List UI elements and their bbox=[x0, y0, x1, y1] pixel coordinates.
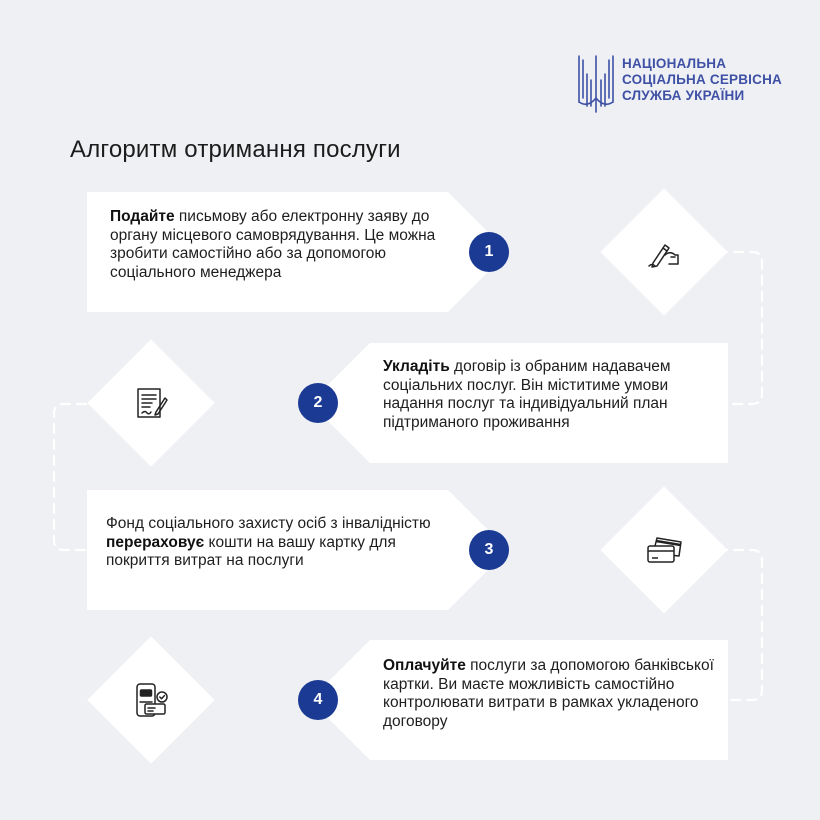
signed-contract-icon bbox=[129, 381, 173, 425]
logo-line-3: СЛУЖБА УКРАЇНИ bbox=[622, 88, 745, 103]
page-title: Алгоритм отримання послуги bbox=[70, 136, 401, 163]
step-3-verb: перераховує bbox=[106, 533, 205, 551]
step-3-number: 3 bbox=[469, 530, 509, 570]
step-4-verb: Оплачуйте bbox=[383, 657, 466, 674]
step-2-text: Укладіть договір із обраним надавачем соціальних послуг. Він міститиме умови надання послуг та індивідуальний план підтриманого проживання bbox=[383, 358, 671, 431]
phone-pay-icon bbox=[129, 678, 173, 722]
step-1-text: Подайте письмову або електронну заяву до органу місцевого самоврядування. Це можна зробити самостійно або за допомогою соціального менеджера bbox=[110, 208, 436, 281]
step-1-number: 1 bbox=[469, 232, 509, 272]
step-3-text: Фонд соціального захисту осіб з інвалідністю перераховує кошти на вашу картку для покриття витрат на послуги bbox=[106, 515, 431, 569]
step-4-text: Оплачуйте послуги за допомогою банківської картки. Ви маєте можливість самостійно контролювати витрати в рамках укладеного договору bbox=[383, 657, 714, 730]
step-2-verb: Укладіть bbox=[383, 358, 450, 375]
bank-cards-icon bbox=[642, 528, 686, 572]
hand-writing-icon bbox=[642, 230, 686, 274]
logo-line-1: НАЦІОНАЛЬНА bbox=[622, 56, 727, 71]
logo-line-2: СОЦІАЛЬНА СЕРВІСНА bbox=[622, 72, 782, 87]
step-1-verb: Подайте bbox=[110, 208, 175, 225]
step-2-number: 2 bbox=[298, 383, 338, 423]
step-4-number: 4 bbox=[298, 680, 338, 720]
